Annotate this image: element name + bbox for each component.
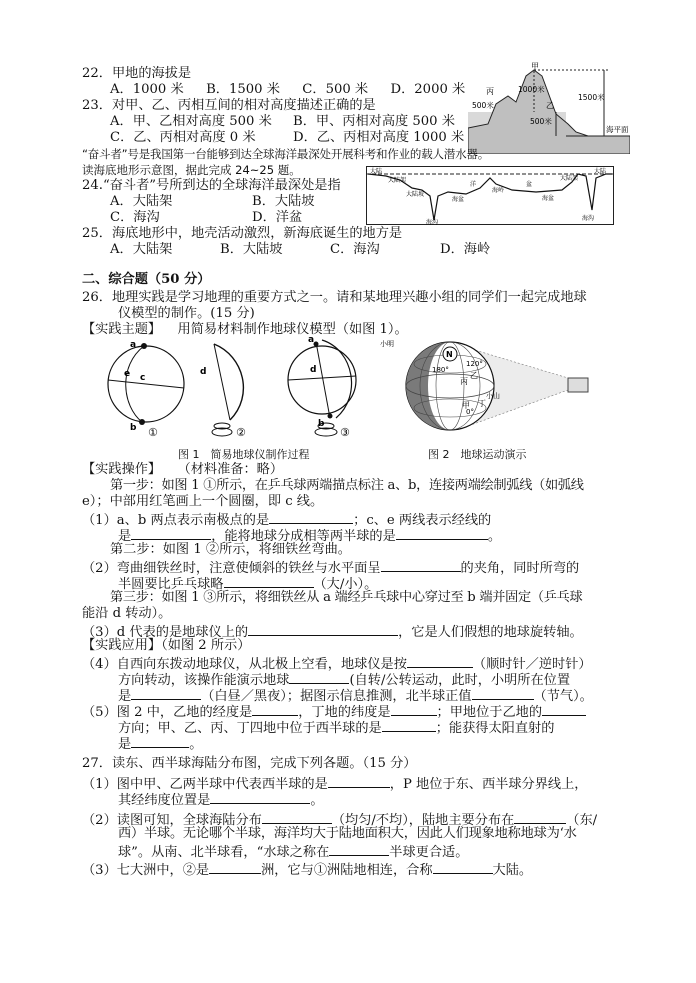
sf-slope: 大陆坡 xyxy=(406,191,425,198)
sf-pen: 盆 xyxy=(526,181,533,188)
sf-continent-r: 大陆 xyxy=(594,168,607,175)
q26-op-text: （材料准备：略） xyxy=(177,462,284,477)
q24-row1 xyxy=(110,194,314,210)
q27-p1-blank-1[interactable] xyxy=(328,774,390,788)
q26-line-1: 26．地理实践是学习地理的重要方式之一。请和某地理兴趣小组的同学们一起完成地球 xyxy=(82,290,587,305)
q27-p2-blank-3[interactable] xyxy=(329,842,389,856)
sf-yang: 洋 xyxy=(470,181,477,188)
q26-p3-blank[interactable] xyxy=(248,622,398,636)
label-xiaoming: 小明 xyxy=(380,340,394,348)
q25-option-b: B．大陆坡 xyxy=(220,242,283,257)
label-deg120: 120° xyxy=(466,360,483,368)
q26-p1-text-a: （1）a、b 两点表示南极点的是 xyxy=(82,513,270,528)
sf-continent-l: 大陆 xyxy=(370,168,383,175)
intro-line-1: “奋斗者”号是我国第一台能够到达全球海洋最深处开展科考和作业的载人潜水器。 xyxy=(82,147,490,161)
q24-option-a: A．大陆架 xyxy=(110,194,173,209)
q22-option-d: D．2000 米 xyxy=(390,82,466,97)
q27-p3-text-a: （3）七大洲中，②是 xyxy=(82,863,210,878)
label-1000: 1000米 xyxy=(518,85,545,94)
q22-option-c: C．500 米 xyxy=(302,82,369,97)
mountain-profile xyxy=(468,70,630,154)
q26-p4-blank-2[interactable] xyxy=(289,670,349,684)
q24-stem: 24.“奋斗者”号所到达的全球海洋最深处是指 xyxy=(82,178,341,193)
q26-p2-text-a: （2）弯曲细铁丝时，注意使倾斜的铁丝与水平面呈 xyxy=(82,561,381,576)
q26-step3-b: 能沿 d 转动）。 xyxy=(82,606,172,621)
q25-option-a: A．大陆架 xyxy=(110,242,173,257)
q26-p5-text-d: 方向；甲、乙、丙、丁四地中位于西半球的是 xyxy=(118,721,382,736)
label-yi: 乙 xyxy=(546,101,554,110)
q26-p1-blank-3[interactable] xyxy=(396,526,488,540)
q26-p2-blank-1[interactable] xyxy=(381,558,461,572)
q27-p2-text-a: （2）读图可知，全球海陆分布 xyxy=(82,813,262,828)
q23-option-b: B．甲、丙相对高度 500 米 xyxy=(293,114,455,129)
q23-row1 xyxy=(110,114,455,130)
q27-p2-line2: 西）半球。无论哪个半球，海洋均大于陆地面积大，因此人们现象地称地球为‘水 xyxy=(118,826,577,841)
q27-p2-blank-1[interactable] xyxy=(262,810,332,824)
label-c: c xyxy=(140,373,146,383)
q27-p2-text-f: 半球更合适。 xyxy=(389,845,469,860)
label-ding: 丁 xyxy=(478,399,486,408)
q26-p5-text-c: ；甲地位于乙地的 xyxy=(436,705,543,720)
q26-step2: 第二步：如图 1 ②所示，将细铁丝弯曲。 xyxy=(110,542,351,557)
label-500b: 500米 xyxy=(530,117,552,126)
q26-p5-blank-2[interactable] xyxy=(391,702,437,716)
sf-shelf-r: 大陆架 xyxy=(560,175,579,182)
q26-p1-blank-2[interactable] xyxy=(131,526,211,540)
q23-option-d: D．乙、丙相对高度 1000 米 xyxy=(293,130,465,145)
q27-p3-line xyxy=(82,860,532,879)
label-sea-level: 海平面 xyxy=(606,125,629,134)
q25-option-c: C．海沟 xyxy=(330,242,380,257)
q26-step1-b: e）；中部用红笔画上一个圆圈，即 c 线。 xyxy=(82,494,324,509)
q24-option-d: D．洋盆 xyxy=(252,210,303,225)
q26-p4-blank-4[interactable] xyxy=(472,686,534,700)
sf-trench-r: 海沟 xyxy=(582,215,595,222)
label-jia: 甲 xyxy=(462,401,470,410)
point-a xyxy=(141,343,147,349)
sf-basin2: 海盆 xyxy=(542,195,555,202)
label-xiaoshan: 小山 xyxy=(486,392,500,400)
q23-option-a: A．甲、乙相对高度 500 米 xyxy=(110,114,272,129)
label-step3: ③ xyxy=(340,426,350,439)
label-step2: ② xyxy=(236,426,246,439)
q27-p2-text-b: （均匀/不均），陆地主要分布在 xyxy=(331,813,515,828)
point-a-3 xyxy=(314,342,319,347)
fig1-step1 xyxy=(108,340,184,439)
fig1-step3 xyxy=(288,336,356,439)
q26-p2-text-b: 的夹角，同时所弯的 xyxy=(460,561,580,576)
label-500a: 500米 xyxy=(472,101,494,110)
q26-p5-text-a: （5）图 2 中，乙地的经度是 xyxy=(82,705,253,720)
q25-option-d: D．海岭 xyxy=(440,242,491,257)
q26-p4-text-a: （4）自西向东拨动地球仪，从北极上空看，地球仪是按 xyxy=(82,657,407,672)
figure-1-globe-making xyxy=(104,336,364,444)
label-bing: 丙 xyxy=(460,377,468,386)
sf-shelf: 大陆架 xyxy=(388,177,407,184)
q27-p1-text-b: ，P 地位于东、西半球分界线上， xyxy=(389,777,588,792)
label-jia: 甲 xyxy=(531,62,539,71)
flashlight xyxy=(568,378,588,392)
q26-step3-a: 第三步：如图 1 ③所示，将细铁丝从 a 端经乒乓球中心穿过至 b 端并固定（乒乓球 xyxy=(110,590,583,605)
wire-axis xyxy=(214,344,230,420)
q26-p1-text-b: ；c、e 两线表示经线的 xyxy=(353,513,492,528)
label-N: N xyxy=(446,350,453,359)
q23-row2 xyxy=(110,130,464,146)
point-b-3 xyxy=(328,414,333,419)
q25-stem: 25．海底地形中，地壳活动激烈，新海底诞生的地方是 xyxy=(82,226,403,241)
label-b: b xyxy=(130,423,137,433)
q27-p3-text-b: 洲，它与①洲陆地相连，合称 xyxy=(261,863,433,878)
q26-line-2: 仪模型的制作。(15 分) xyxy=(118,306,255,321)
q27-p2-line3 xyxy=(118,842,468,861)
q26-theme-tag: 【实践主题】 xyxy=(82,322,162,337)
q26-p4-blank-3[interactable] xyxy=(131,686,201,700)
label-d3: d xyxy=(310,365,317,375)
label-deg180: 180° xyxy=(432,366,449,374)
q26-p4-text-f: （白昼／黑夜）；据图示信息推测，北半球正值 xyxy=(201,689,472,704)
q26-operation xyxy=(82,462,283,478)
sf-basin: 海盆 xyxy=(452,196,465,203)
q27-p2-blank-2[interactable] xyxy=(514,810,566,824)
q22-option-a: A．1000 米 xyxy=(110,82,184,97)
seafloor-diagram xyxy=(366,166,614,226)
q26-p4-text-g: （节气）。 xyxy=(533,689,593,704)
q26-application-tag: 【实践应用】（如图 2 所示） xyxy=(82,638,251,653)
q26-p5-line3 xyxy=(118,734,202,753)
q23-stem: 23．对甲、乙、丙相互间的相对高度描述正确的是 xyxy=(82,98,376,113)
q26-p2-text-d: （大/小）。 xyxy=(313,577,378,592)
q25-options xyxy=(110,242,490,258)
section-2-title: 二、综合题（50 分） xyxy=(82,272,211,287)
q22-stem: 22．甲地的海拔是 xyxy=(82,66,192,81)
q26-p4-text-c: 方向转动，该操作能演示地球 xyxy=(118,673,290,688)
label-b3: b xyxy=(318,419,325,429)
q26-p5-blank-4[interactable] xyxy=(382,718,436,732)
label-deg0: 0° xyxy=(466,408,474,416)
q26-step1-a: 第一步：如图 1 ①所示，在乒乓球两端描点标注 a、b，连接两端绘制弧线（如弧线 xyxy=(110,478,584,493)
q24-option-c: C．海沟 xyxy=(110,210,160,225)
q22-option-b: B．1500 米 xyxy=(206,82,280,97)
label-1500: 1500米 xyxy=(578,93,605,102)
q26-p1-blank-1[interactable] xyxy=(269,510,353,524)
q27-line-1: 27．读东、西半球海陆分布图，完成下列各题。（15 分） xyxy=(82,756,417,771)
q26-p4-text-d: (自转/公转运动，此时，小明所在位置 xyxy=(349,673,571,688)
q22-options xyxy=(110,82,465,98)
label-a3: a xyxy=(308,336,315,345)
sf-trench-l: 海沟 xyxy=(426,219,439,226)
figure-2-earth-motion xyxy=(378,334,592,440)
q26-p3-text-b: ，它是人们假想的地球旋转轴。 xyxy=(398,625,583,640)
q23-option-c: C．乙、丙相对高度 0 米 xyxy=(110,130,256,145)
point-b xyxy=(139,419,145,425)
q26-p2-blank-2[interactable] xyxy=(224,574,314,588)
q26-p1-text-d: ，能将地球分成相等两半球的是 xyxy=(211,529,396,544)
label-yi: 乙 xyxy=(470,371,478,380)
q26-p2-text-c: 半圆要比乒乓球略 xyxy=(118,577,224,592)
intro-line-2: 读海底地形示意图，据此完成 24~25 题。 xyxy=(82,163,301,177)
fig1-step2 xyxy=(200,344,246,439)
q27-p3-text-c: 大陆。 xyxy=(492,863,533,878)
q27-p3-blank-2[interactable] xyxy=(433,860,493,874)
q24-option-b: B．大陆坡 xyxy=(252,194,315,209)
bent-wire xyxy=(214,344,243,420)
q26-p1-text-e: 。 xyxy=(487,529,501,544)
q26-p5-text-e: ；能获得太阳直射的 xyxy=(435,721,555,736)
q27-p2-text-e: 球”。从南、北半球看，“水球之称在 xyxy=(118,845,330,860)
sf-ridge: 海岭 xyxy=(492,187,505,194)
q27-p1-blank-2[interactable] xyxy=(210,790,310,804)
q27-p3-blank-1[interactable] xyxy=(209,860,261,874)
q26-op-tag: 【实践操作】 xyxy=(82,462,162,477)
q27-p1-text-c: 其经纬度位置是 xyxy=(118,793,211,808)
q26-p4-text-b: （顺时针／逆时针） xyxy=(472,657,592,672)
q26-p5-text-g: 。 xyxy=(189,737,203,752)
label-a: a xyxy=(130,340,137,350)
q27-p1-text-d: 。 xyxy=(310,793,324,808)
q24-row2 xyxy=(110,210,302,226)
q26-p5-text-b: ，丁地的纬度是 xyxy=(298,705,391,720)
label-step1: ① xyxy=(148,426,158,439)
q27-p1-line2 xyxy=(118,790,324,809)
q26-p5-blank-3[interactable] xyxy=(542,702,586,716)
q26-p5-blank-1[interactable] xyxy=(252,702,298,716)
label-e: e xyxy=(124,369,131,379)
label-bing: 丙 xyxy=(486,87,494,96)
q26-p5-blank-5[interactable] xyxy=(131,734,189,748)
q26-p4-blank-1[interactable] xyxy=(407,654,473,668)
q26-theme-text: 用简易材料制作地球仪模型（如图 1）。 xyxy=(177,322,408,337)
q27-p2-text-c: （东/ xyxy=(566,813,598,828)
globe-ball-3 xyxy=(288,346,356,414)
mountain-elevation-diagram xyxy=(468,62,630,154)
label-d: d xyxy=(200,367,207,377)
figure-2-caption: 图 2 地球运动演示 xyxy=(428,448,527,461)
q26-p4-text-e: 是 xyxy=(118,689,132,704)
q26-p1-text-c: 是 xyxy=(118,529,132,544)
q27-p1-text-a: （1）图中甲、乙两半球中代表西半球的是 xyxy=(82,777,328,792)
q26-p3-text-a: （3）d 代表的是地球仪上的 xyxy=(82,625,249,640)
q26-p5-text-f: 是 xyxy=(118,737,132,752)
figure-1-caption: 图 1 简易地球仪制作过程 xyxy=(178,448,310,461)
